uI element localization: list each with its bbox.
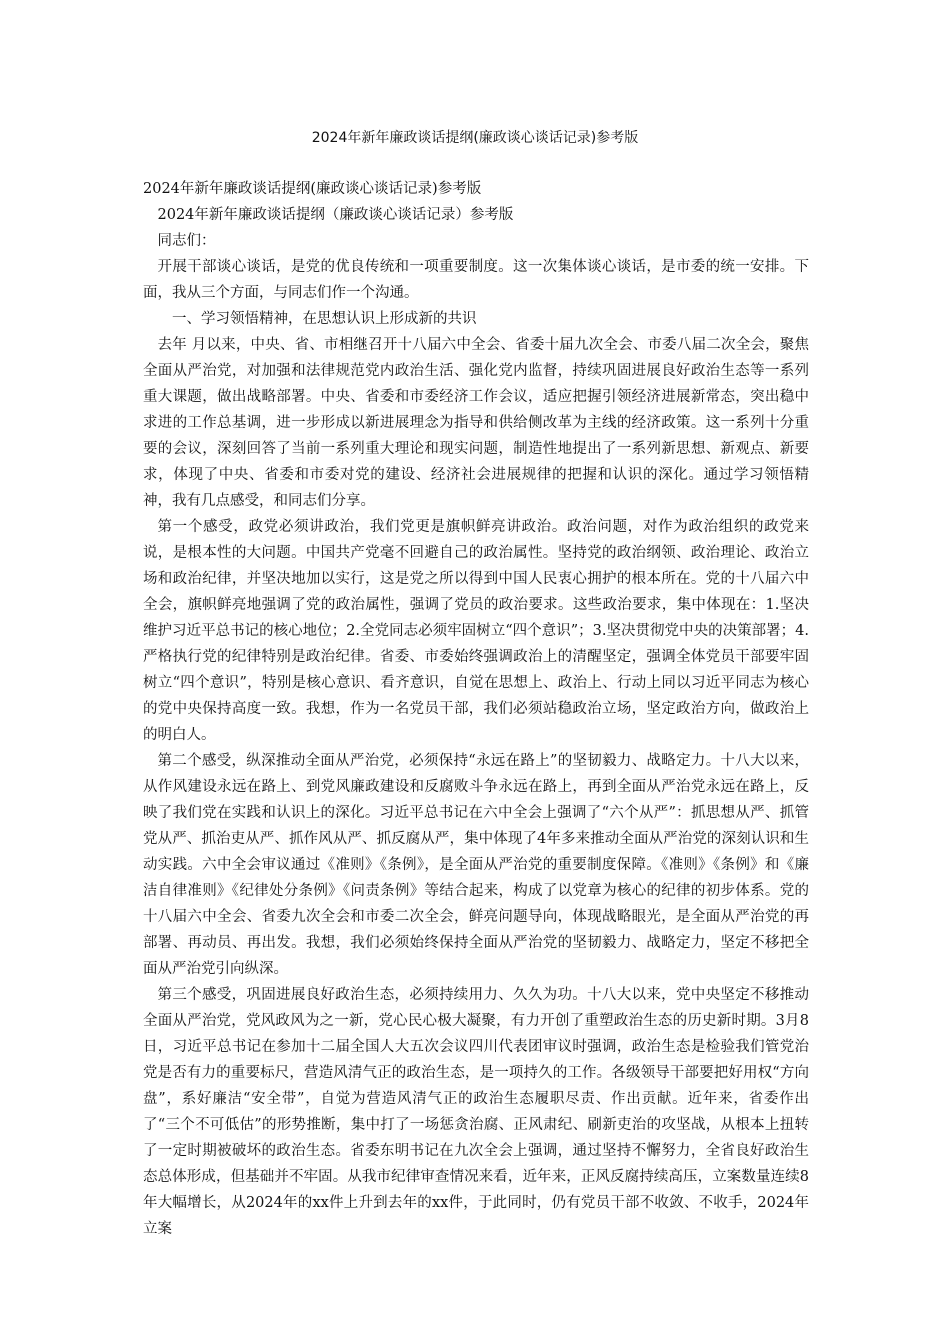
salutation: 同志们： bbox=[157, 233, 216, 249]
paragraph-feeling-3: 第三个感受，巩固进展良好政治生态，必须持续用力、久久为功。十八大以来，党中央坚定不移推动全面从严治党，党风政风为之一新，党心民心极大凝聚，有力开创了重塑政治生态的历史新时期。3月8日，习近平总书记在参加十二届全国人大五次会议四川代表团审议时强调，政治生态是检验我们管党治党是否有力的重要标尺，营造风清气正的政治生态，是一项持久的工作。各级领导干部要把好用权“方向盘”，系好廉洁“安全带”，自觉为营造风清气正的政治生态履职尽责、作出贡献。近年来，省委作出了“三个不可低估”的形势推断，集中打了一场惩贪治腐、正风肃纪、刷新吏治的攻坚战，从根本上扭转了一定时期被破坏的政治生态。省委东明书记在九次全会上强调，通过坚持不懈努力，全省良好政治生态总体形成，但基础并不牢固。从我市纪律审查情况来看，近年来，正风反腐持续高压，立案数量连续8年大幅增长，从2024年的xx件上升到去年的xx件，于此同时，仍有党员干部不收敛、不收手，2024年立案 bbox=[143, 987, 809, 1237]
document-body bbox=[143, 176, 809, 1242]
section-heading-1: 一、学习领悟精神，在思想认识上形成新的共识 bbox=[172, 311, 477, 327]
paragraph-intro: 开展干部谈心谈话，是党的优良传统和一项重要制度。这一次集体谈心谈话，是市委的统一安排。下面，我从三个方面，与同志们作一个沟通。 bbox=[143, 259, 809, 301]
paragraph-feeling-2: 第二个感受，纵深推动全面从严治党，必须保持“永远在路上”的坚韧毅力、战略定力。十八大以来，从作风建设永远在路上、到党风廉政建设和反腐败斗争永远在路上，再到全面从严治党永远在路上，反映了我们党在实践和认识上的深化。习近平总书记在六中全会上强调了“六个从严”：抓思想从严、抓管党从严、抓治吏从严、抓作风从严、抓反腐从严，集中体现了4年多来推动全面从严治党的深刻认识和生动实践。六中全会审议通过《准则》《条例》，是全面从严治党的重要制度保障。《准则》《条例》和《廉洁自律准则》《纪律处分条例》《问责条例》等结合起来，构成了以党章为核心的纪律的初步体系。党的十八届六中全会、省委九次全会和市委二次全会，鲜亮问题导向，体现战略眼光，是全面从严治党的再部署、再动员、再出发。我想，我们必须始终保持全面从严治党的坚韧毅力、战略定力，坚定不移把全面从严治党引向纵深。 bbox=[143, 753, 809, 977]
paragraph-feeling-1: 第一个感受，政党必须讲政治，我们党更是旗帜鲜亮讲政治。政治问题，对作为政治组织的政党来说，是根本性的大问题。中国共产党毫不回避自己的政治属性。坚持党的政治纲领、政治理论、政治立场和政治纪律，并坚决地加以实行，这是党之所以得到中国人民衷心拥护的根本所在。党的十八届六中全会，旗帜鲜亮地强调了党的政治属性，强调了党员的政治要求。这些政治要求，集中体现在：1.坚决维护习近平总书记的核心地位；2.全党同志必须牢固树立“四个意识”；3.坚决贯彻党中央的决策部署；4.严格执行党的纪律特别是政治纪律。省委、市委始终强调政治上的清醒坚定，强调全体党员干部要牢固树立“四个意识”，特别是核心意识、看齐意识，自觉在思想上、政治上、行动上同以习近平同志为核心的党中央保持高度一致。我想，作为一名党员干部，我们必须站稳政治立场，坚定政治方向，做政治上的明白人。 bbox=[143, 519, 809, 743]
paragraph-background: 去年 月以来，中央、省、市相继召开十八届六中全会、省委十届九次全会、市委八届二次全会，聚焦全面从严治党，对加强和法律规范党内政治生活、强化党内监督，持续巩固进展良好政治生态等一系列重大课题，做出战略部署。中央、省委和市委经济工作会议，适应把握引领经济进展新常态，突出稳中求进的工作总基调，进一步形成以新进展理念为指导和供给侧改革为主线的经济政策。这一系列十分重要的会议，深刻回答了当前一系列重大理论和现实问题，制造性地提出了一系列新思想、新观点、新要求，体现了中央、省委和市委对党的建设、经济社会进展规律的把握和认识的深化。通过学习领悟精神，我有几点感受，和同志们分享。 bbox=[143, 337, 809, 509]
subheading-line: 2024年新年廉政谈话提纲（廉政谈心谈话记录）参考版 bbox=[157, 207, 514, 223]
document-title: 2024年新年廉政谈话提纲(廉政谈心谈话记录)参考版 bbox=[311, 130, 639, 146]
heading-line: 2024年新年廉政谈话提纲(廉政谈心谈话记录)参考版 bbox=[143, 181, 482, 197]
